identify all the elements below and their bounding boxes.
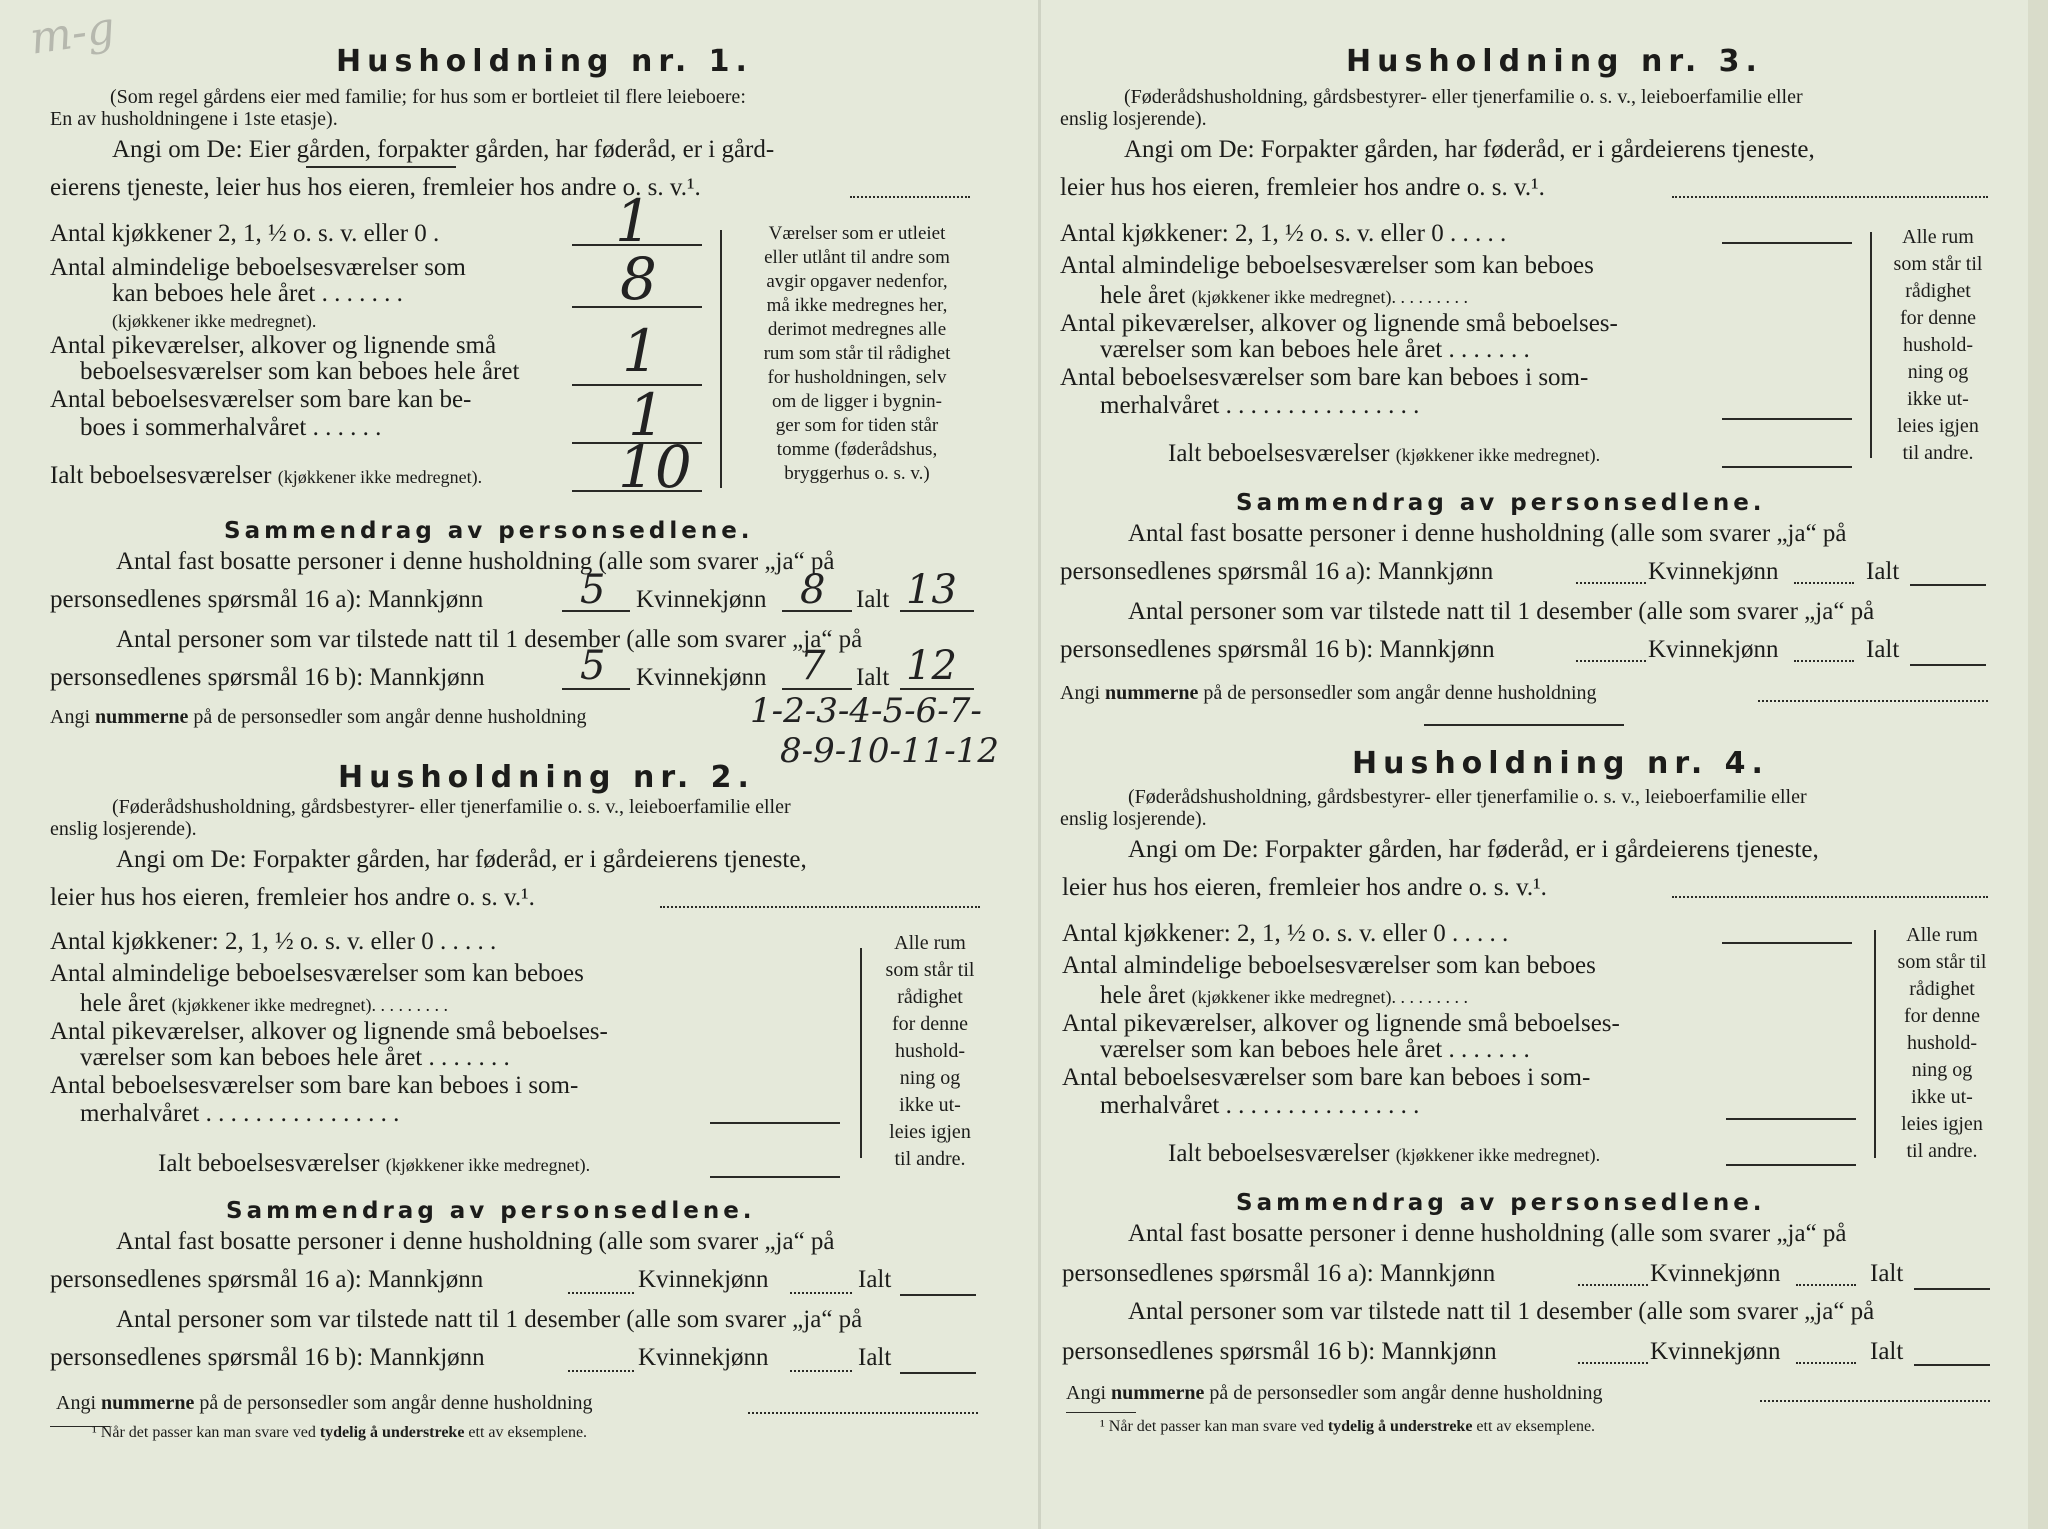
h4-a-total-label: Ialt (1870, 1260, 1904, 1287)
h1-maid-rooms-label-a: Antal pikeværelser, alkover og lignende små (50, 332, 497, 359)
page-fold (1038, 0, 1041, 1529)
h1-rooms-label-c: (kjøkkener ikke medregnet). (112, 311, 317, 331)
h2-note-line: leies igjen (889, 1121, 971, 1143)
h4-total-sub: (kjøkkener ikke medregnet). (1395, 1145, 1601, 1165)
foot-post-right: ett av eksemplene. (1472, 1418, 1596, 1435)
h1-b-total-value: 12 (906, 643, 957, 689)
h3-a-total-label: Ialt (1866, 558, 1900, 585)
household-3-angi-line-2: leier hus hos eieren, fremleier hos andre o. s. v.¹. (1060, 174, 1545, 201)
h2-note-line: som står til (885, 959, 975, 981)
h1-a-female-label: Kvinnekjønn (636, 586, 767, 613)
h2-note-line: ning og (899, 1067, 961, 1089)
household-1-angi-line-2: eierens tjeneste, leier hus hos eieren, fremleier hos andre o. s. v.¹. (50, 174, 701, 201)
h1-rooms-value: 8 (620, 245, 657, 313)
h2-brace (860, 948, 862, 1158)
h2-a-female-label: Kvinnekjønn (638, 1266, 769, 1293)
footnote-right (1100, 1418, 1595, 1436)
h3-num-pre: Angi (1060, 682, 1105, 704)
h2-note-line: for denne (891, 1013, 969, 1035)
h1-brace (720, 230, 722, 488)
h2-side-note (870, 930, 990, 1173)
foot-bold: tydelig å understreke (319, 1424, 465, 1441)
h2-summary-a-line-1: Antal fast bosatte personer i denne husholdning (alle som svarer „ja“ på (116, 1228, 835, 1255)
h1-b-male-value: 5 (580, 643, 606, 689)
h4-total-rooms-field[interactable] (1726, 1164, 1856, 1166)
h3-b-female-label: Kvinnekjønn (1648, 636, 1779, 663)
h2-maid-rooms-label-a: Antal pikeværelser, alkover og lignende små beboelses- (50, 1018, 608, 1045)
h1-total-rooms-label (50, 462, 482, 490)
household-2-angi-line-2: leier hus hos eieren, fremleier hos andre o. s. v.¹. (50, 884, 535, 911)
h3-total-rooms-label (1168, 440, 1600, 468)
h3-note-line: til andre. (1902, 442, 1974, 464)
household-2-title: Husholdning nr. 2. (338, 760, 755, 795)
h2-b-female-label: Kvinnekjønn (638, 1344, 769, 1371)
h3-kitchens-field[interactable] (1722, 242, 1852, 244)
h2-rooms-label-b (80, 990, 448, 1018)
h4-a-female-label: Kvinnekjønn (1650, 1260, 1781, 1287)
h3-summary-title: Sammendrag av personsedlene. (1236, 490, 1766, 516)
h1-a-total-label: Ialt (856, 586, 890, 613)
h1-total-rooms-value: 10 (618, 433, 692, 501)
h1-rooms-label-b: kan beboes hele året . . . . . . . (112, 280, 403, 307)
household-2-angi-line-1: Angi om De: Forpakter gården, har føderåd, er i gårdeierens tjeneste, (116, 846, 807, 873)
h2-note-line: rådighet (897, 986, 963, 1008)
h3-note-line: hushold- (1903, 334, 1973, 356)
h4-maid-rooms-label-a: Antal pikeværelser, alkover og lignende små beboelses- (1062, 1010, 1620, 1037)
foot-pre-right: ¹ Når det passer kan man svare ved (1100, 1418, 1328, 1435)
angi-fill-line (850, 196, 970, 198)
household-3-intro-line-2: enslig losjerende). (1060, 108, 1207, 130)
h4-b-female-label: Kvinnekjønn (1650, 1338, 1781, 1365)
h3-summer-rooms-field[interactable] (1722, 418, 1852, 420)
h1-note-line: eller utlånt til andre som (764, 247, 950, 268)
h1-note-line: må ikke medregnes her, (766, 295, 948, 316)
h3-b-male-field[interactable] (1576, 660, 1646, 662)
h4-total-rooms-label (1168, 1140, 1600, 1168)
h3-b-female-field[interactable] (1794, 660, 1854, 662)
h4-num-post: på de personsedler som angår denne husholdning (1204, 1382, 1603, 1404)
h3-rooms-b: hele året (1100, 282, 1186, 309)
h3-note-line: for denne (1899, 307, 1977, 329)
h1-num-post: på de personsedler som angår denne husholdning (188, 706, 587, 728)
h4-a-male-field[interactable] (1578, 1284, 1648, 1286)
h2-numbers-field[interactable] (748, 1412, 978, 1414)
h2-kitchens-label: Antal kjøkkener: 2, 1, ½ o. s. v. eller 0 . . . . . (50, 928, 497, 955)
pencil-annotation: m-g (26, 2, 118, 65)
h3-numbers-label (1060, 682, 1597, 705)
h2-summer-rooms-label-b: merhalvåret . . . . . . . . . . . . . . . . (80, 1100, 400, 1127)
household-1-intro-line-1: (Som regel gårdens eier med familie; for hus som er bortleiet til flere leieboere: (110, 86, 746, 108)
h4-kitchens-label: Antal kjøkkener: 2, 1, ½ o. s. v. eller 0 . . . . . (1062, 920, 1509, 947)
h2-note-line: ikke ut- (899, 1094, 961, 1116)
h2-note-line: hushold- (895, 1040, 965, 1062)
h3-side-note (1878, 224, 1998, 467)
h1-note-line: derimot medregnes alle (767, 319, 947, 340)
h1-note-line: for husholdningen, selv (767, 367, 947, 388)
h4-note-line: leies igjen (1901, 1113, 1983, 1135)
h1-note-line: avgir opgaver nedenfor, (766, 271, 948, 292)
h2-total-rooms-field[interactable] (710, 1176, 840, 1178)
h2-a-female-field[interactable] (790, 1292, 852, 1294)
h2-numbers-label (56, 1392, 593, 1415)
h2-a-total-label: Ialt (858, 1266, 892, 1293)
h2-total-sub: (kjøkkener ikke medregnet). (385, 1155, 591, 1175)
h2-a-total-field[interactable] (900, 1294, 976, 1296)
h3-rooms-label-a: Antal almindelige beboelsesværelser som kan beboes (1060, 252, 1594, 279)
h1-total-label: Ialt beboelsesværelser (50, 462, 272, 489)
eier-garden-underline (306, 166, 456, 168)
h2-b-female-field[interactable] (790, 1370, 852, 1372)
h1-numbers-value-2: 8-9-10-11-12 (780, 731, 1000, 771)
h3-maid-rooms-label-b: værelser som kan beboes hele året . . . . . . . (1100, 336, 1530, 363)
h3-numbers-field[interactable] (1758, 700, 1988, 702)
household-4-angi-line-2: leier hus hos eieren, fremleier hos andre o. s. v.¹. (1062, 874, 1547, 901)
h1-num-pre: Angi (50, 706, 95, 728)
h3-summary-b-line-1: Antal personer som var tilstede natt til 1 desember (alle som svarer „ja“ på (1128, 598, 1875, 625)
h3-num-post: på de personsedler som angår denne husholdning (1198, 682, 1597, 704)
h4-maid-rooms-label-b: værelser som kan beboes hele året . . . . . . . (1100, 1036, 1530, 1063)
h3-maid-rooms-label-a: Antal pikeværelser, alkover og lignende små beboelses- (1060, 310, 1618, 337)
h1-b-female-value: 7 (800, 643, 826, 689)
household-4-intro-line-2: enslig losjerende). (1060, 808, 1207, 830)
h3-rooms-c: (kjøkkener ikke medregnet). . . . . . . . . (1191, 287, 1469, 307)
h1-a-female-value: 8 (800, 567, 826, 613)
h2-a-male-field[interactable] (568, 1292, 634, 1294)
household-4-intro-line-1: (Føderådshusholdning, gårdsbestyrer- eller tjenerfamilie o. s. v., leieboerfamilie eller (1128, 786, 1807, 808)
household-4-angi-line-1: Angi om De: Forpakter gården, har føderåd, er i gårdeierens tjeneste, (1128, 836, 1819, 863)
h1-num-bold: nummerne (95, 706, 189, 728)
household-1-intro-line-2: En av husholdningene i 1ste etasje). (50, 108, 338, 130)
household-3-intro-line-1: (Føderådshusholdning, gårdsbestyrer- eller tjenerfamilie o. s. v., leieboerfamilie eller (1124, 86, 1803, 108)
foot-bold-right: tydelig å understreke (1327, 1418, 1473, 1435)
h2-summer-rooms-label-a: Antal beboelsesværelser som bare kan beboes i som- (50, 1072, 579, 1099)
h4-note-line: som står til (1897, 951, 1987, 973)
h1-note-line: rum som står til rådighet (763, 343, 951, 364)
h2-num-post: på de personsedler som angår denne husholdning (194, 1392, 593, 1414)
h2-maid-rooms-label-b: værelser som kan beboes hele året . . . . . . . (80, 1044, 510, 1071)
footnote-left (92, 1424, 587, 1442)
h2-rooms-label-a: Antal almindelige beboelsesværelser som kan beboes (50, 960, 584, 987)
h4-kitchens-field[interactable] (1722, 942, 1852, 944)
h3-total-label: Ialt beboelsesværelser (1168, 440, 1390, 467)
h3-num-bold: nummerne (1105, 682, 1199, 704)
h2-note-line: til andre. (894, 1148, 966, 1170)
h4-summer-rooms-label-b: merhalvåret . . . . . . . . . . . . . . . . (1100, 1092, 1420, 1119)
h4-brace (1874, 930, 1876, 1158)
h2-num-bold: nummerne (101, 1392, 195, 1414)
h1-summer-rooms-value: 1 (628, 381, 665, 449)
h1-kitchens-label: Antal kjøkkener 2, 1, ½ o. s. v. eller 0 . (50, 220, 440, 247)
h3-rooms-label-b (1100, 282, 1468, 310)
h4-summary-b-line-1: Antal personer som var tilstede natt til 1 desember (alle som svarer „ja“ på (1128, 1298, 1875, 1325)
h3-note-line: leies igjen (1897, 415, 1979, 437)
h4-numbers-label (1066, 1382, 1603, 1405)
h4-rooms-c: (kjøkkener ikke medregnet). . . . . . . . . (1191, 987, 1469, 1007)
h3-a-female-field[interactable] (1794, 582, 1854, 584)
h1-kitchens-value: 1 (615, 187, 652, 255)
h1-summary-title: Sammendrag av personsedlene. (224, 518, 754, 544)
h4-total-label: Ialt beboelsesværelser (1168, 1140, 1390, 1167)
h4-note-line: ikke ut- (1911, 1086, 1973, 1108)
h1-summer-rooms-label-b: boes i sommerhalvåret . . . . . . (80, 414, 382, 441)
h1-numbers-value-1: 1-2-3-4-5-6-7- (750, 691, 982, 731)
h1-note-line: tomme (føderådshus, (776, 439, 938, 460)
h3-summary-a-line-1: Antal fast bosatte personer i denne husholdning (alle som svarer „ja“ på (1128, 520, 1847, 547)
h3-total-sub: (kjøkkener ikke medregnet). (1395, 445, 1601, 465)
sheet-edge (2028, 0, 2048, 1529)
foot-pre: ¹ Når det passer kan man svare ved (92, 1424, 320, 1441)
h2-summary-b-line-1: Antal personer som var tilstede natt til 1 desember (alle som svarer „ja“ på (116, 1306, 863, 1333)
h3-note-line: som står til (1893, 253, 1983, 275)
h3-note-line: Alle rum (1902, 226, 1974, 248)
h1-b-female-label: Kvinnekjønn (636, 664, 767, 691)
h4-numbers-field[interactable] (1760, 1400, 1990, 1402)
h2-rooms-b: hele året (80, 990, 166, 1017)
h4-summary-b-line-2: personsedlenes spørsmål 16 b): Mannkjønn (1062, 1338, 1497, 1365)
h2-b-total-label: Ialt (858, 1344, 892, 1371)
h4-b-male-field[interactable] (1578, 1362, 1648, 1364)
h4-summer-rooms-label-a: Antal beboelsesværelser som bare kan beboes i som- (1062, 1064, 1591, 1091)
h1-numbers-label (50, 706, 587, 729)
h1-summer-rooms-label-a: Antal beboelsesværelser som bare kan be- (50, 386, 472, 413)
h2-note-line: Alle rum (894, 932, 966, 954)
h1-note-line: om de ligger i bygnin- (772, 391, 942, 412)
h3-note-line: rådighet (1905, 280, 1971, 302)
household-4-title: Husholdning nr. 4. (1352, 746, 1769, 781)
h4-rooms-label-a: Antal almindelige beboelsesværelser som kan beboes (1062, 952, 1596, 979)
footnote-rule-right (1066, 1412, 1136, 1413)
h1-summary-a-line-2: personsedlenes spørsmål 16 a): Mannkjønn (50, 586, 484, 613)
h3-note-line: ikke ut- (1907, 388, 1969, 410)
h3-a-female-label: Kvinnekjønn (1648, 558, 1779, 585)
foot-post: ett av eksemplene. (464, 1424, 588, 1441)
h4-b-female-field[interactable] (1796, 1362, 1856, 1364)
h4-summary-title: Sammendrag av personsedlene. (1236, 1190, 1766, 1216)
h4-note-line: for denne (1903, 1005, 1981, 1027)
h4-note-line: til andre. (1906, 1140, 1978, 1162)
h1-note-line: Værelser som er utleiet (768, 223, 946, 244)
h4-summary-a-line-2: personsedlenes spørsmål 16 a): Mannkjønn (1062, 1260, 1496, 1287)
h3-note-line: ning og (1907, 361, 1969, 383)
h1-total-sub: (kjøkkener ikke medregnet). (277, 467, 483, 487)
h1-maid-rooms-label-b: beboelsesværelser som kan beboes hele året (80, 358, 520, 385)
h1-summary-b-line-2: personsedlenes spørsmål 16 b): Mannkjønn (50, 664, 485, 691)
h4-b-total-label: Ialt (1870, 1338, 1904, 1365)
h2-rooms-c: (kjøkkener ikke medregnet). . . . . . . . . (171, 995, 449, 1015)
household-2-intro-line-2: enslig losjerende). (50, 818, 197, 840)
h3-angi-fill[interactable] (1672, 196, 1988, 198)
h4-note-line: ning og (1911, 1059, 1973, 1081)
h3-summer-rooms-label-a: Antal beboelsesværelser som bare kan beboes i som- (1060, 364, 1589, 391)
h1-a-total-value: 13 (906, 567, 957, 613)
h1-maid-rooms-value: 1 (622, 317, 659, 385)
h4-a-total-field[interactable] (1914, 1288, 1990, 1290)
h3-summary-a-line-2: personsedlenes spørsmål 16 a): Mannkjønn (1060, 558, 1494, 585)
h4-rooms-label-b (1100, 982, 1468, 1010)
h4-summary-a-line-1: Antal fast bosatte personer i denne husholdning (alle som svarer „ja“ på (1128, 1220, 1847, 1247)
h2-summary-title: Sammendrag av personsedlene. (226, 1198, 756, 1224)
h4-a-female-field[interactable] (1796, 1284, 1856, 1286)
h4-note-line: hushold- (1907, 1032, 1977, 1054)
h3-b-total-label: Ialt (1866, 636, 1900, 663)
h1-b-total-label: Ialt (856, 664, 890, 691)
h1-note-line: ger som for tiden står (775, 415, 939, 436)
h1-note-line: bryggerhus o. s. v.) (784, 463, 930, 484)
h2-summer-rooms-field[interactable] (710, 1122, 840, 1124)
h3-brace (1870, 232, 1872, 458)
h4-angi-fill[interactable] (1672, 896, 1988, 898)
h1-a-male-value: 5 (580, 567, 606, 613)
household-1-angi-line-1: Angi om De: Eier gården, forpakter gården, har føderåd, er i gård- (112, 136, 775, 163)
h4-note-line: Alle rum (1906, 924, 1978, 946)
h2-b-total-field[interactable] (900, 1372, 976, 1374)
h2-num-pre: Angi (56, 1392, 101, 1414)
h4-num-bold: nummerne (1111, 1382, 1205, 1404)
h3-summary-b-line-2: personsedlenes spørsmål 16 b): Mannkjønn (1060, 636, 1495, 663)
h3-total-rooms-field[interactable] (1722, 466, 1852, 468)
h4-summer-rooms-field[interactable] (1726, 1118, 1856, 1120)
h2-total-rooms-label (158, 1150, 590, 1178)
h4-side-note (1882, 922, 2002, 1165)
h2-total-label: Ialt beboelsesværelser (158, 1150, 380, 1177)
h3-summer-rooms-label-b: merhalvåret . . . . . . . . . . . . . . . . (1100, 392, 1420, 419)
h4-num-pre: Angi (1066, 1382, 1111, 1404)
h1-summary-a-line-1: Antal fast bosatte personer i denne husholdning (alle som svarer „ja“ på (116, 548, 835, 575)
h1-rooms-label-a: Antal almindelige beboelsesværelser som (50, 254, 466, 281)
h2-summary-a-line-2: personsedlenes spørsmål 16 a): Mannkjønn (50, 1266, 484, 1293)
h3-kitchens-label: Antal kjøkkener: 2, 1, ½ o. s. v. eller 0 . . . . . (1060, 220, 1507, 247)
h3-b-total-field[interactable] (1910, 664, 1986, 666)
h2-summary-b-line-2: personsedlenes spørsmål 16 b): Mannkjønn (50, 1344, 485, 1371)
h4-b-total-field[interactable] (1914, 1364, 1990, 1366)
household-1-title: Husholdning nr. 1. (336, 44, 753, 79)
household-3-angi-line-1: Angi om De: Forpakter gården, har føderåd, er i gårdeierens tjeneste, (1124, 136, 1815, 163)
household-2-intro-line-1: (Føderådshusholdning, gårdsbestyrer- eller tjenerfamilie o. s. v., leieboerfamilie eller (112, 796, 791, 818)
h3-a-male-field[interactable] (1576, 582, 1646, 584)
h3-a-total-field[interactable] (1910, 584, 1986, 586)
h1-summary-b-line-1: Antal personer som var tilstede natt til 1 desember (alle som svarer „ja“ på (116, 626, 863, 653)
h4-note-line: rådighet (1909, 978, 1975, 1000)
h4-rooms-b: hele året (1100, 982, 1186, 1009)
household-3-title: Husholdning nr. 3. (1346, 44, 1763, 79)
h2-angi-fill[interactable] (660, 906, 980, 908)
section-divider (1424, 724, 1624, 726)
h1-side-note (732, 222, 982, 486)
h2-b-male-field[interactable] (568, 1370, 634, 1372)
